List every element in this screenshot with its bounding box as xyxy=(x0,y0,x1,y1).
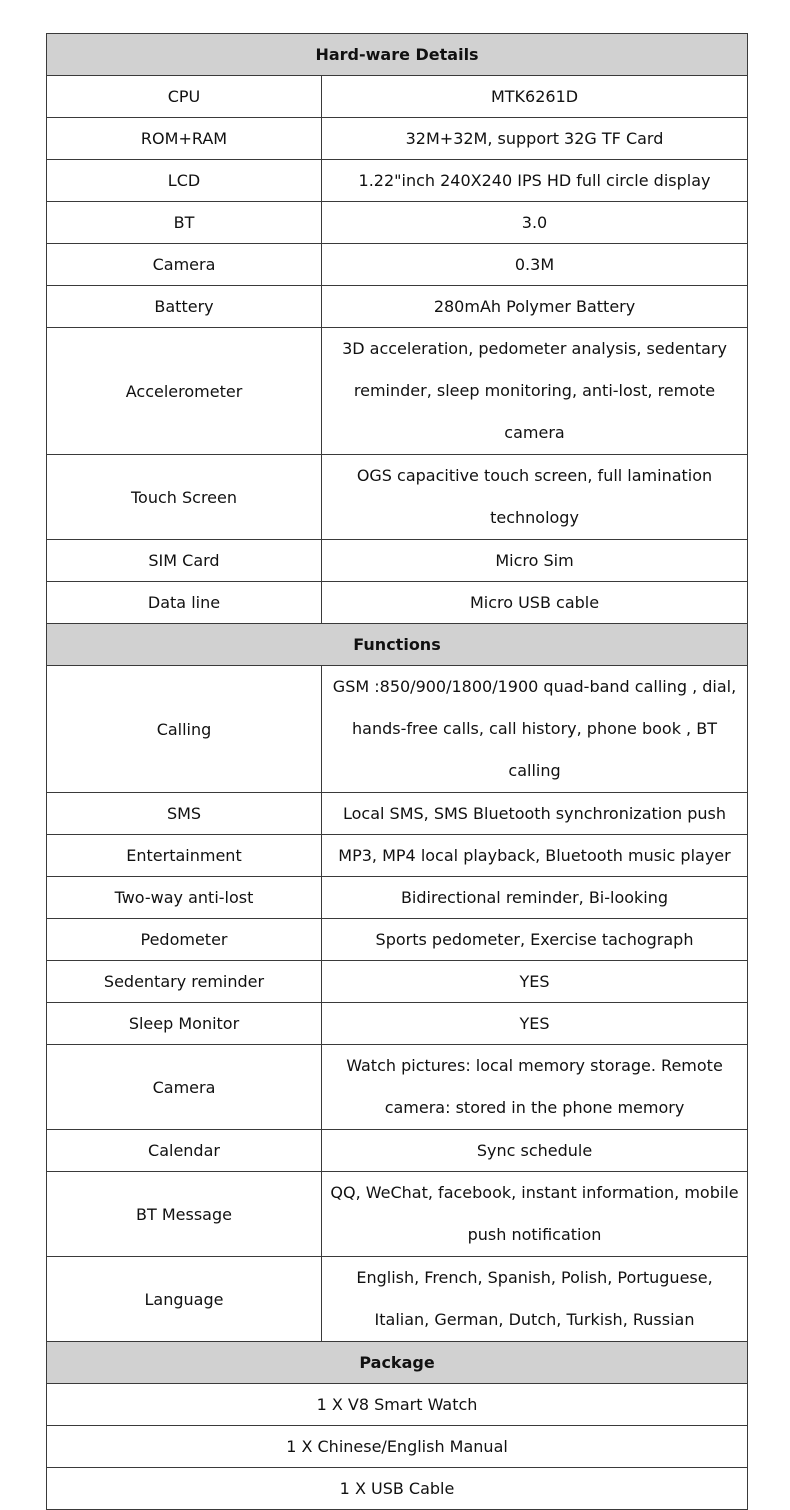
row-value: Watch pictures: local memory storage. Remote camera: stored in the phone memory xyxy=(346,1056,723,1117)
row-value: QQ, WeChat, facebook, instant information, mobile push notification xyxy=(330,1183,739,1244)
table-row xyxy=(47,76,748,118)
section-title-package: Package xyxy=(47,1342,748,1384)
row-value: OGS capacitive touch screen, full lamination technology xyxy=(356,466,713,527)
row-value: YES xyxy=(322,1003,748,1045)
table-row xyxy=(47,202,748,244)
row-value: 3.0 xyxy=(322,202,748,244)
table-row xyxy=(47,919,748,961)
row-value-cell xyxy=(322,328,748,455)
table-row xyxy=(47,244,748,286)
row-label: Sedentary reminder xyxy=(47,961,322,1003)
table-row xyxy=(47,961,748,1003)
section-title-hardware: Hard-ware Details xyxy=(47,34,748,76)
row-label: Camera xyxy=(47,1045,322,1130)
table-row xyxy=(47,328,748,455)
table-row xyxy=(47,540,748,582)
table-row xyxy=(47,1257,748,1342)
row-label: Camera xyxy=(47,244,322,286)
row-value: 32M+32M, support 32G TF Card xyxy=(322,118,748,160)
row-label: Calendar xyxy=(47,1130,322,1172)
row-value: English, French, Spanish, Polish, Portuguese, Italian, German, Dutch, Turkish, Russian xyxy=(356,1268,713,1329)
row-label: BT Message xyxy=(47,1172,322,1257)
row-label: LCD xyxy=(47,160,322,202)
row-value-cell xyxy=(322,666,748,793)
row-label: CPU xyxy=(47,76,322,118)
row-label: Two-way anti-lost xyxy=(47,877,322,919)
table-row xyxy=(47,793,748,835)
row-value-cell xyxy=(322,1045,748,1130)
row-label: Touch Screen xyxy=(47,455,322,540)
row-label: Pedometer xyxy=(47,919,322,961)
table-row xyxy=(47,1003,748,1045)
row-label: SIM Card xyxy=(47,540,322,582)
table-row xyxy=(47,1172,748,1257)
spec-table xyxy=(46,33,748,1510)
table-row xyxy=(47,118,748,160)
row-value: Micro Sim xyxy=(322,540,748,582)
row-value: Local SMS, SMS Bluetooth synchronization push xyxy=(322,793,748,835)
row-label: Calling xyxy=(47,666,322,793)
row-label: SMS xyxy=(47,793,322,835)
row-value: Micro USB cable xyxy=(322,582,748,624)
row-label: Sleep Monitor xyxy=(47,1003,322,1045)
row-label: Accelerometer xyxy=(47,328,322,455)
table-row xyxy=(47,286,748,328)
row-label: Entertainment xyxy=(47,835,322,877)
row-label: Data line xyxy=(47,582,322,624)
row-value-cell xyxy=(322,455,748,540)
row-label: Battery xyxy=(47,286,322,328)
row-value: MTK6261D xyxy=(322,76,748,118)
row-value-cell xyxy=(322,1257,748,1342)
table-row xyxy=(47,455,748,540)
row-label: ROM+RAM xyxy=(47,118,322,160)
row-value: 0.3M xyxy=(322,244,748,286)
row-value: Bidirectional reminder, Bi-looking xyxy=(322,877,748,919)
package-item xyxy=(47,1468,748,1510)
row-label: BT xyxy=(47,202,322,244)
package-item xyxy=(47,1426,748,1468)
section-header-functions xyxy=(47,624,748,666)
row-value: Sports pedometer, Exercise tachograph xyxy=(322,919,748,961)
table-row xyxy=(47,877,748,919)
row-value-cell xyxy=(322,1172,748,1257)
table-row xyxy=(47,666,748,793)
package-item-text: 1 X V8 Smart Watch xyxy=(47,1384,748,1426)
table-row xyxy=(47,160,748,202)
row-value: Sync schedule xyxy=(322,1130,748,1172)
section-header-hardware xyxy=(47,34,748,76)
row-label: Language xyxy=(47,1257,322,1342)
package-item-text: 1 X USB Cable xyxy=(47,1468,748,1510)
table-row xyxy=(47,582,748,624)
row-value: MP3, MP4 local playback, Bluetooth music player xyxy=(322,835,748,877)
row-value: GSM :850/900/1800/1900 quad-band calling , dial, hands-free calls, call history, phone book , BT calling xyxy=(332,677,737,780)
section-title-functions: Functions xyxy=(47,624,748,666)
table-row xyxy=(47,835,748,877)
package-item xyxy=(47,1384,748,1426)
row-value: 1.22"inch 240X240 IPS HD full circle display xyxy=(322,160,748,202)
table-row xyxy=(47,1130,748,1172)
row-value: 3D acceleration, pedometer analysis, sedentary reminder, sleep monitoring, anti-lost, remote camera xyxy=(342,339,727,442)
section-header-package xyxy=(47,1342,748,1384)
package-item-text: 1 X Chinese/English Manual xyxy=(47,1426,748,1468)
row-value: 280mAh Polymer Battery xyxy=(322,286,748,328)
row-value: YES xyxy=(322,961,748,1003)
table-row xyxy=(47,1045,748,1130)
